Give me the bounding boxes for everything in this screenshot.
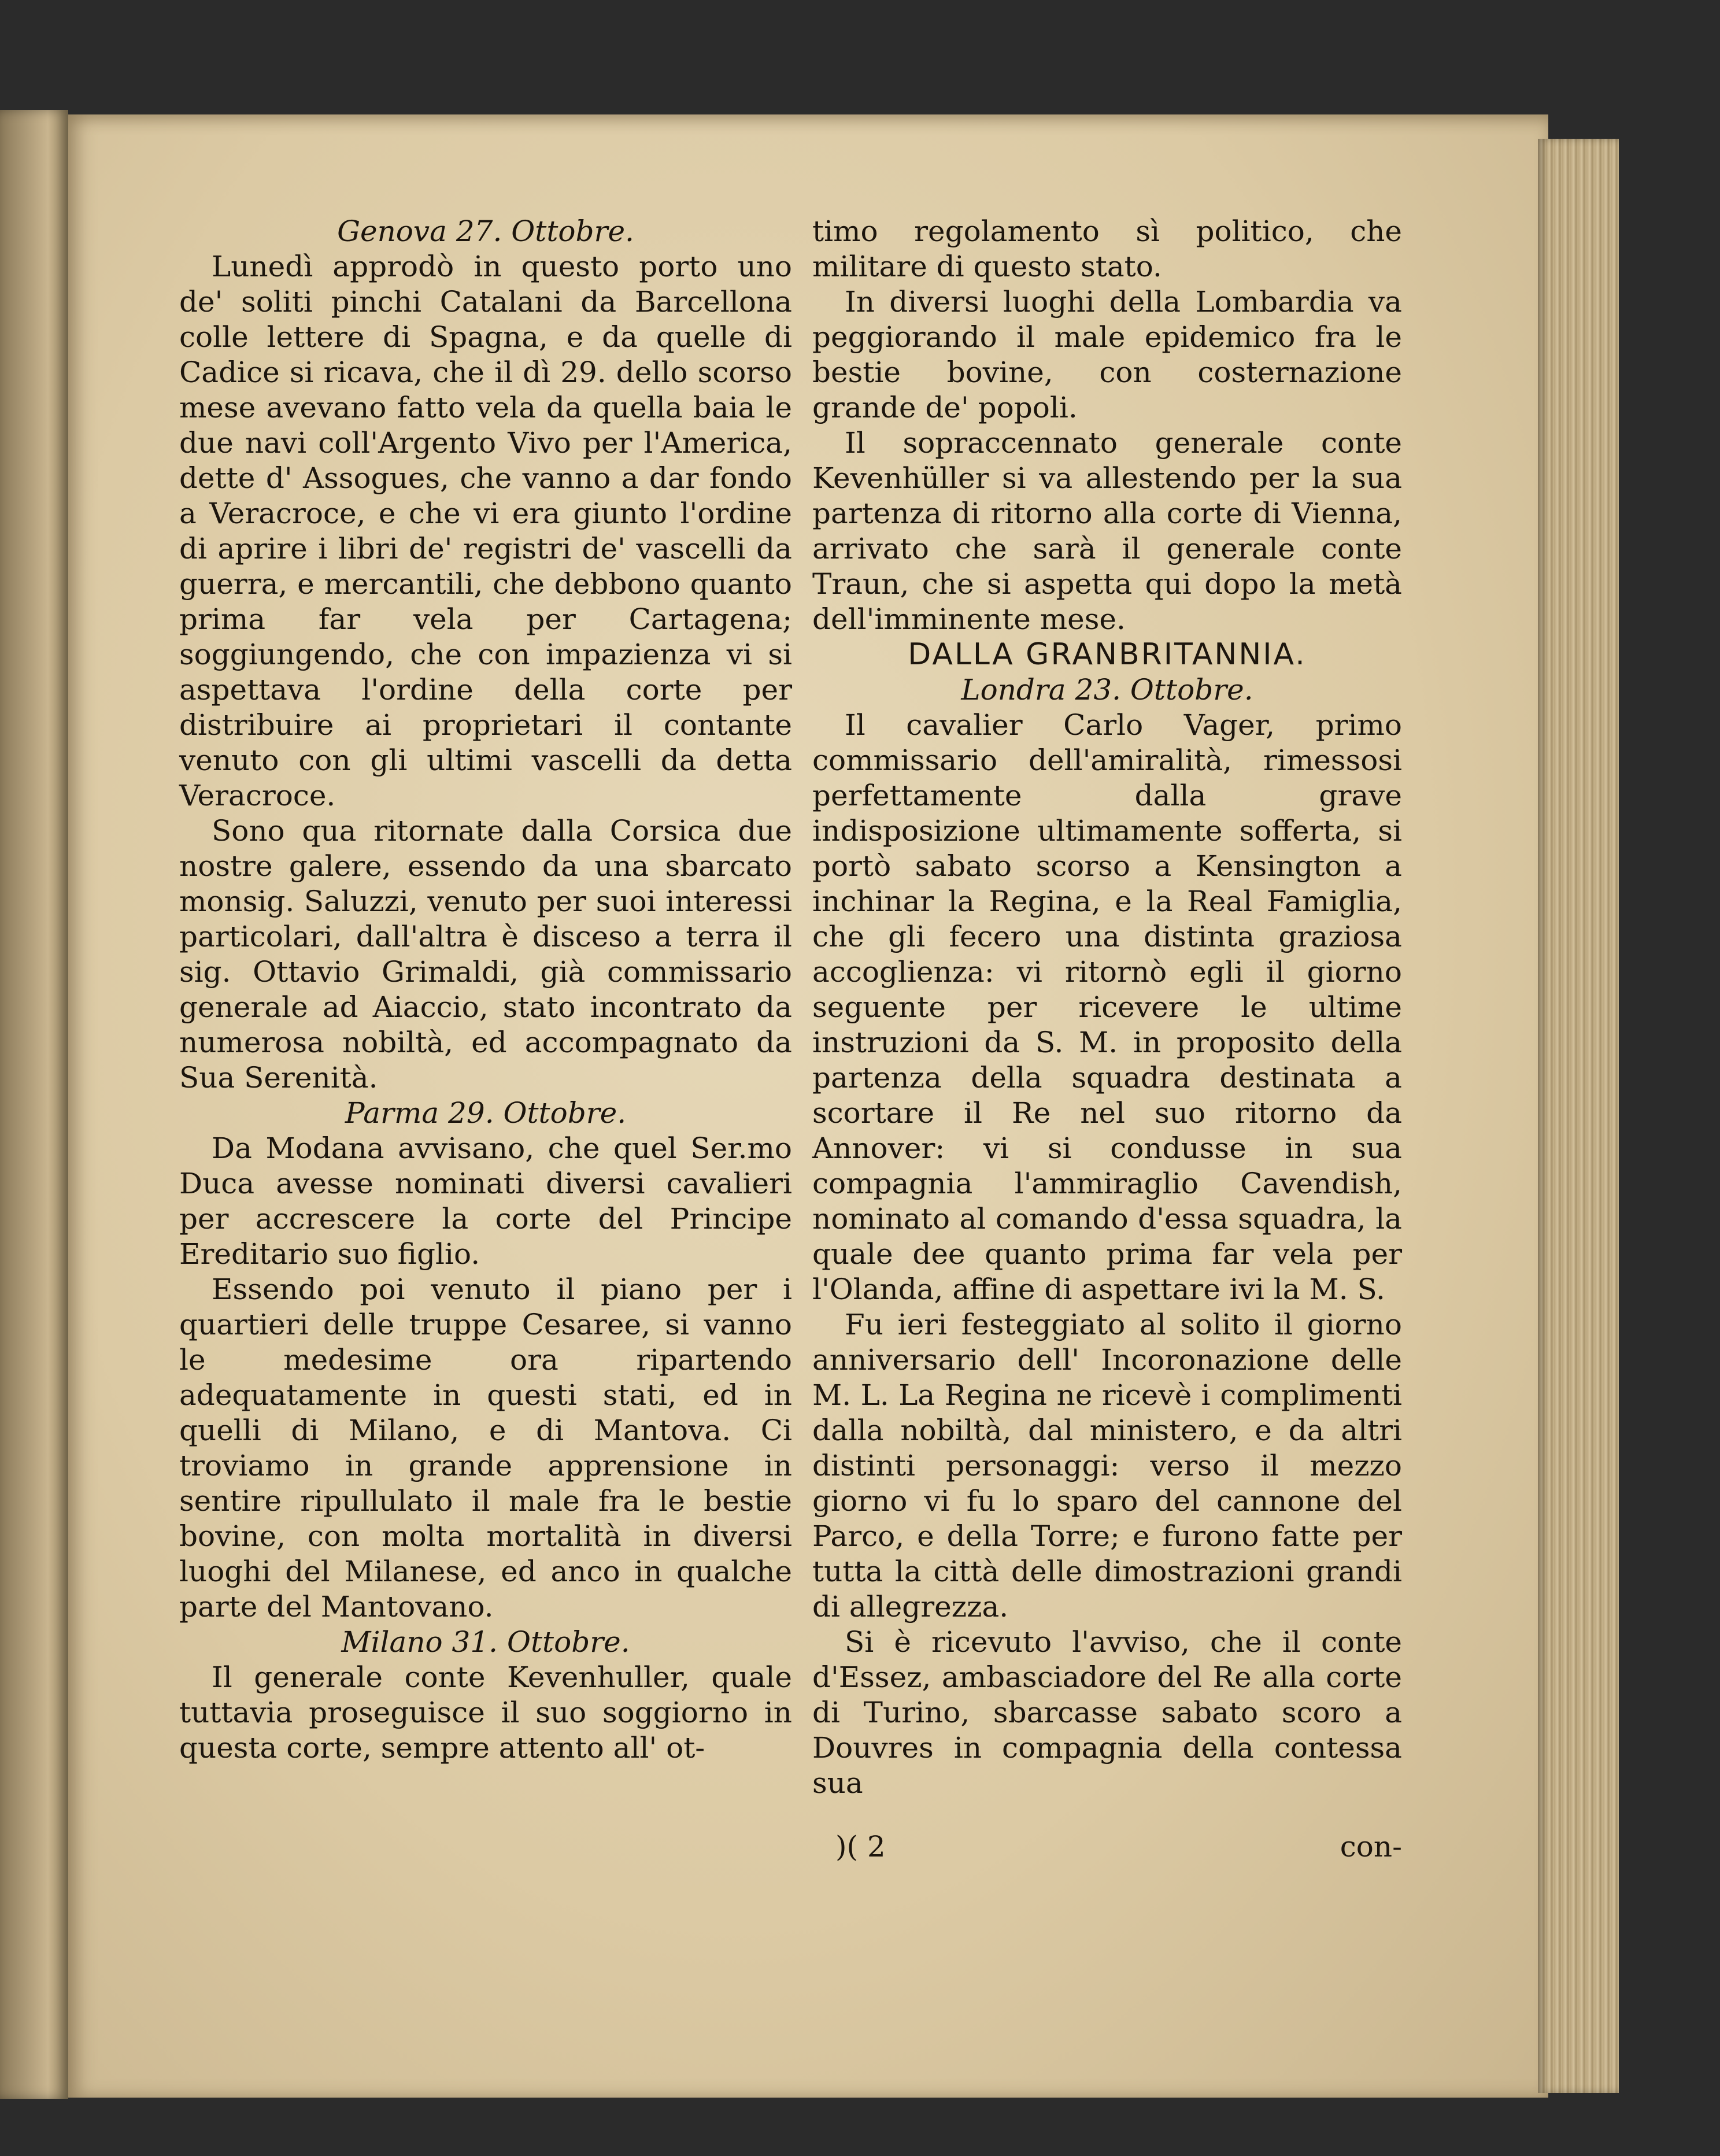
section-heading: DALLA GRANBRITANNIA. [908,637,1307,672]
paragraph: Si è ricevuto l'avviso, che il conte d'Essez, ambasciadore del Re alla corte di Turino, sbarcasse sabato scoro a Douvres in compagnia della contessa sua [812,1625,1402,1800]
continuation-text: timo regolamento sì politico, che militare di questo stato. [812,215,1402,283]
facing-page-edge [0,110,68,2099]
paragraph: Il generale conte Kevenhuller, quale tuttavia proseguisce il suo soggiorno in questa corte, sempre attento all' ot- [179,1661,792,1765]
paragraph: Il sopraccennato generale conte Kevenhüller si va allestendo per la sua partenza di ritorno alla corte di Vienna, arrivato che sarà il generale conte Traun, che si aspetta qui dopo la metà dell'imminente mese. [812,426,1402,636]
dateline-milano: Milano 31. Ottobre. [341,1625,630,1659]
paragraph: Lunedì approdò in questo porto uno de' soliti pinchi Catalani da Barcellona colle lettere di Spagna, e da quelle di Cadice si ricava, che il dì 29. dello scorso mese avevano fatto vela da quella baia le due navi coll'Argento Vivo per l'America, dette d' Assogues, che vanno a dar fondo a Veracroce, e che vi era giunto l'ordine di aprire i libri de' registri de' vascelli da guerra, e mercantili, che debbono quanto prima far vela per Cartagena; soggiungendo, che con impazienza vi si aspettava l'ordine della corte per distribuire ai proprietari il contante venuto con gli ultimi vascelli da detta Veracroce. [179,250,792,812]
paragraph: In diversi luoghi della Lombardia va peggiorando il male epidemico fra le bestie bovine, con costernazione grande de' popoli. [812,285,1402,424]
dateline-genova: Genova 27. Ottobre. [337,215,634,248]
page-block-edges [1538,139,1619,2093]
catchword: con- [1340,1830,1402,1863]
dateline-parma: Parma 29. Ottobre. [345,1096,627,1130]
dateline-londra: Londra 23. Ottobre. [961,673,1253,707]
left-column [179,214,792,1766]
paragraph: Sono qua ritornate dalla Corsica due nostre galere, essendo da una sbarcato monsig. Saluzzi, venuto per suoi interessi particolari, dall'altra è disceso a terra il sig. Ottavio Grimaldi, già commissario generale ad Aiaccio, stato incontrato da numerosa nobiltà, ed accompagnato da Sua Serenità. [179,814,792,1094]
paragraph: Il cavalier Carlo Vager, primo commissario dell'amiralità, rimessosi perfettamente dalla grave indisposizione ultimamente sofferta, si portò sabato scorso a Kensington a inchinar la Regina, e la Real Famiglia, che gli fecero una distinta graziosa accoglienza: vi ritornò egli il giorno seguente per ricevere le ultime instruzioni da S. M. in proposito della partenza della squadra destinata a scortare il Re nel suo ritorno da Annover: vi si condusse in sua compagnia l'ammiraglio Cavendish, nominato al comando d'essa squadra, la quale dee quanto prima far vela per l'Olanda, affine di aspettare ivi la M. S. [812,708,1402,1306]
signature-mark: )( 2 [835,1830,886,1863]
page-footer [812,1830,1402,1863]
paragraph: Fu ieri festeggiato al solito il giorno anniversario dell' Incoronazione delle M. L. La Regina ne ricevè i complimenti dalla nobiltà, dal ministero, e da altri distinti personaggi: verso il mezzo giorno vi fu lo sparo del cannone del Parco, e della Torre; e furono fatte per tutta la città delle dimostrazioni grandi di allegrezza. [812,1308,1402,1624]
right-column [812,214,1402,1801]
paragraph: Da Modana avvisano, che quel Ser.mo Duca avesse nominati diversi cavalieri per accrescere la corte del Principe Ereditario suo figlio. [179,1131,792,1271]
paragraph: Essendo poi venuto il piano per i quartieri delle truppe Cesaree, si vanno le medesime ora ripartendo adequatamente in questi stati, ed in quelli di Milano, e di Mantova. Ci troviamo in grande apprensione in sentire ripullulato il male fra le bestie bovine, con molta mortalità in diversi luoghi del Milanese, ed anco in qualche parte del Mantovano. [179,1273,792,1624]
